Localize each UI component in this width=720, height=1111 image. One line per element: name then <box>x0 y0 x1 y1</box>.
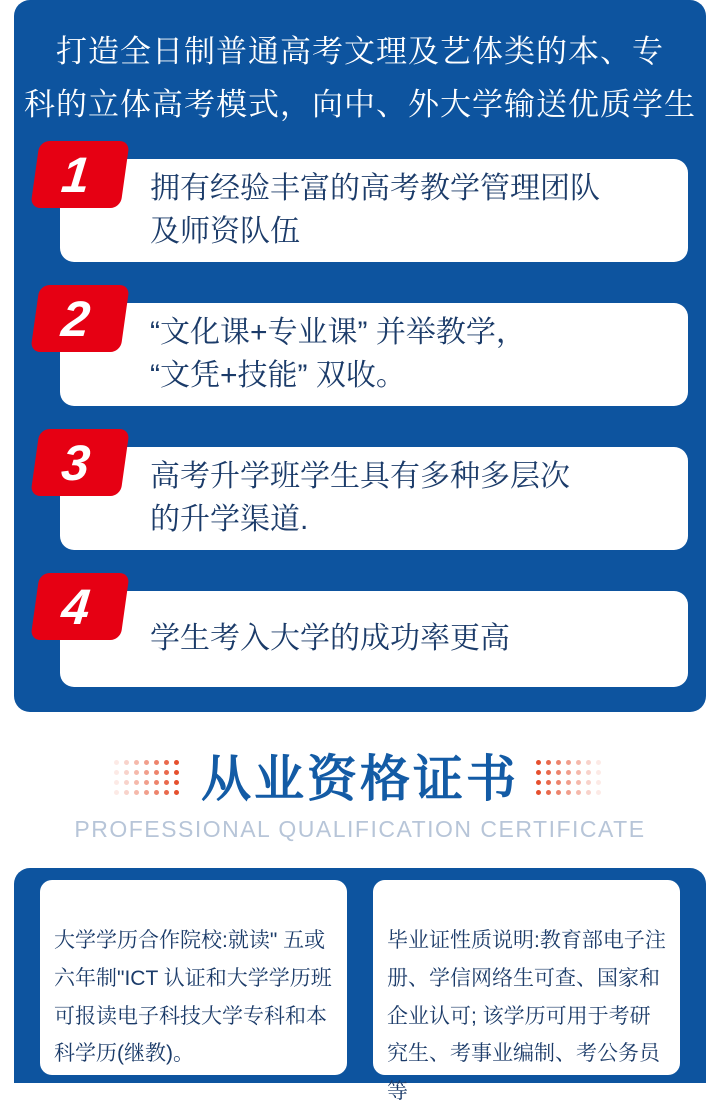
feature-list <box>14 146 706 687</box>
feature-card-3 <box>59 434 688 550</box>
feature-line: “文凭+技能” 双收。 <box>150 359 406 393</box>
badge-number: 1 <box>59 146 93 203</box>
badge-number: 2 <box>59 290 93 347</box>
title-row <box>0 712 720 807</box>
dots-decoration-right <box>536 760 606 800</box>
section-subtitle: PROFESSIONAL QUALIFICATION CERTIFICATE <box>74 816 646 842</box>
number-badge-1 <box>30 141 129 208</box>
feature-card-4 <box>59 578 688 687</box>
feature-text <box>60 609 524 669</box>
info-card-text: 大学学历合作院校:就读" 五或六年制"ICT 认证和大学学历班可报读电子科技大学专科和本科学历(继教)。 <box>54 929 332 1066</box>
certificate-title-section <box>0 712 720 868</box>
number-badge-2 <box>30 285 129 352</box>
info-card-right <box>373 880 680 1104</box>
intro-heading <box>14 0 706 132</box>
info-card-text: 毕业证性质说明:教育部电子注册、学信网络生可查、国家和企业认可; 该学历可用于考研究生、考事业编制、考公务员等 <box>387 929 666 1104</box>
number-badge-4 <box>30 573 129 640</box>
intro-panel <box>14 0 706 712</box>
feature-text <box>60 159 614 262</box>
feature-line: 的升学渠道. <box>150 503 309 537</box>
feature-text <box>60 303 540 406</box>
badge-number: 4 <box>59 578 93 635</box>
dots-decoration-left <box>114 760 184 800</box>
certificate-panel <box>14 868 706 1104</box>
intro-heading-line-2: 科的立体高考模式，向中、外大学输送优质学生 <box>24 87 696 123</box>
section-title: 从业资格证书 <box>201 751 519 807</box>
feature-card-2 <box>59 290 688 406</box>
feature-line: 拥有经验丰富的高考教学管理团队 <box>150 171 600 205</box>
feature-text <box>60 447 584 550</box>
feature-line: 高考升学班学生具有多种多层次 <box>150 459 570 493</box>
feature-line: “文化课+专业课” 并举教学， <box>150 315 526 349</box>
intro-heading-line-1: 打造全日制普通高考文理及艺体类的本、专 <box>56 34 664 69</box>
number-badge-3 <box>30 429 129 496</box>
info-card-left <box>40 880 347 1075</box>
feature-line: 学生考入大学的成功率更高 <box>150 621 510 655</box>
feature-line: 及师资队伍 <box>150 215 300 249</box>
feature-card-1 <box>59 146 688 262</box>
badge-number: 3 <box>59 434 93 491</box>
